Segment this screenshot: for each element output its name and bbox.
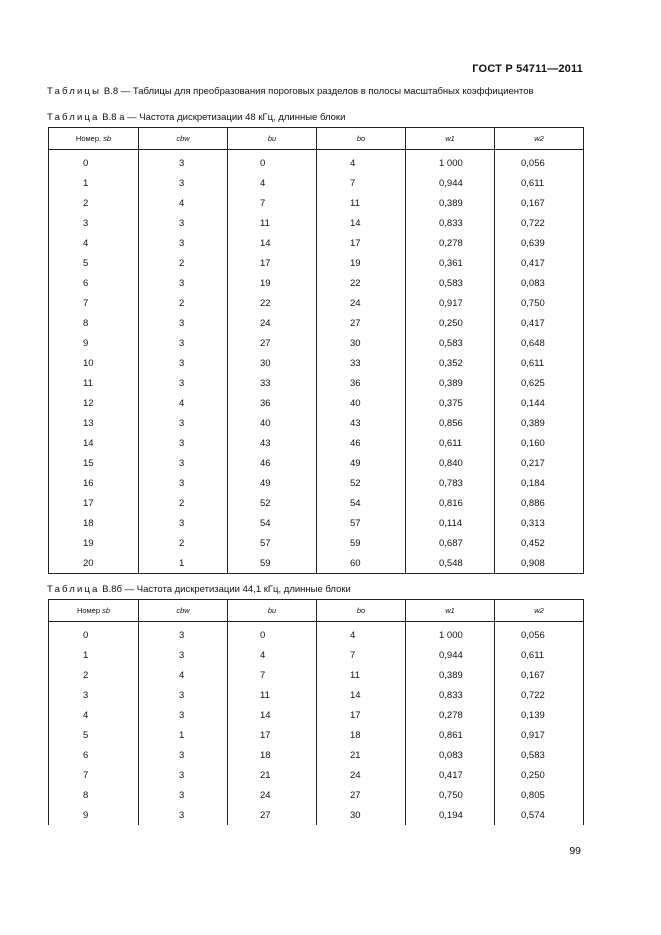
cell-w1: 0,583 [406,273,495,293]
table-row [49,193,584,213]
cell-cbw: 3 [139,273,228,293]
col-header-sb-word: Номер. [75,134,102,143]
table-row [49,745,584,765]
table-row [49,373,584,393]
table-b-caption [47,584,351,595]
table-row [49,665,584,685]
cell-w1: 0,389 [406,665,495,685]
cell-cbw: 3 [139,805,228,825]
cell-cbw: 3 [139,513,228,533]
cell-bu: 27 [228,805,317,825]
cell-w1: 0,278 [406,233,495,253]
table-row [49,473,584,493]
cell-w2: 0,722 [495,213,584,233]
cell-cbw: 2 [139,253,228,273]
col-header-w2 [495,600,584,622]
cell-w1: 0,816 [406,493,495,513]
cell-bo: 4 [317,622,406,646]
cell-sb: 14 [49,433,139,453]
table-b-caption-text: В.8б — Частота дискретизации 44,1 кГц, длинные блоки [102,584,351,595]
cell-bo: 49 [317,453,406,473]
cell-bo: 4 [317,150,406,174]
col-header-cbw [139,600,228,622]
cell-bu: 7 [228,665,317,685]
cell-w1: 1 000 [406,622,495,646]
cell-w1: 0,114 [406,513,495,533]
col-header-w2 [495,128,584,150]
cell-w2: 0,750 [495,293,584,313]
cell-cbw: 3 [139,765,228,785]
cell-bo: 24 [317,765,406,785]
cell-w1: 0,548 [406,553,495,574]
table-a-body [49,150,584,574]
cell-sb: 7 [49,293,139,313]
cell-bu: 19 [228,273,317,293]
cell-bu: 24 [228,785,317,805]
cell-bo: 46 [317,433,406,453]
cell-bo: 24 [317,293,406,313]
cell-w2: 0,083 [495,273,584,293]
cell-bu: 59 [228,553,317,574]
col-header-sb-var: sb [102,606,111,615]
col-header-bo [317,600,406,622]
table-row [49,150,584,174]
col-header-bu [228,600,317,622]
cell-w2: 0,313 [495,513,584,533]
cell-bu: 49 [228,473,317,493]
cell-w1: 0,278 [406,705,495,725]
cell-bu: 21 [228,765,317,785]
cell-w1: 0,417 [406,765,495,785]
cell-bu: 11 [228,213,317,233]
table-row [49,353,584,373]
cell-w2: 0,886 [495,493,584,513]
col-header-bu-label: bu [267,134,277,143]
table-row [49,313,584,333]
cell-sb: 9 [49,805,139,825]
cell-sb: 2 [49,193,139,213]
cell-sb: 5 [49,725,139,745]
cell-sb: 3 [49,685,139,705]
cell-w1: 0,250 [406,313,495,333]
cell-cbw: 1 [139,725,228,745]
cell-w1: 0,583 [406,333,495,353]
main-caption-prefix: Таблицы [47,86,102,97]
cell-w2: 0,611 [495,173,584,193]
cell-w1: 0,352 [406,353,495,373]
cell-bo: 27 [317,785,406,805]
cell-bo: 60 [317,553,406,574]
cell-w2: 0,144 [495,393,584,413]
cell-bo: 11 [317,665,406,685]
cell-cbw: 3 [139,473,228,493]
cell-sb: 8 [49,785,139,805]
cell-bo: 22 [317,273,406,293]
cell-w2: 0,417 [495,253,584,273]
cell-cbw: 1 [139,553,228,574]
col-header-w1 [406,128,495,150]
cell-bu: 40 [228,413,317,433]
col-header-w2-label: w2 [534,606,544,615]
table-b-body [49,622,584,826]
table-a-caption-text: В.8 а — Частота дискретизации 48 кГц, длинные блоки [102,112,346,123]
cell-bu: 11 [228,685,317,705]
cell-sb: 17 [49,493,139,513]
table-row [49,685,584,705]
cell-w2: 0,611 [495,645,584,665]
cell-bu: 0 [228,150,317,174]
cell-bu: 17 [228,253,317,273]
cell-bo: 11 [317,193,406,213]
main-caption [47,86,534,97]
table-row [49,393,584,413]
col-header-w1-label: w1 [445,606,455,615]
cell-cbw: 4 [139,193,228,213]
col-header-sb-var: sb [103,134,112,143]
table-row [49,645,584,665]
cell-sb: 5 [49,253,139,273]
cell-bu: 46 [228,453,317,473]
cell-sb: 20 [49,553,139,574]
cell-bo: 21 [317,745,406,765]
cell-cbw: 4 [139,393,228,413]
cell-cbw: 2 [139,533,228,553]
table-row [49,253,584,273]
cell-sb: 2 [49,665,139,685]
page-number: 99 [569,845,581,857]
cell-w1: 0,375 [406,393,495,413]
cell-cbw: 2 [139,493,228,513]
col-header-bo-label: bo [356,606,366,615]
cell-sb: 3 [49,213,139,233]
cell-sb: 7 [49,765,139,785]
cell-w1: 0,194 [406,805,495,825]
cell-w2: 0,452 [495,533,584,553]
cell-bu: 18 [228,745,317,765]
col-header-cbw-label: cbw [176,606,190,615]
cell-bu: 7 [228,193,317,213]
cell-sb: 8 [49,313,139,333]
cell-sb: 1 [49,645,139,665]
cell-cbw: 3 [139,213,228,233]
cell-sb: 4 [49,233,139,253]
cell-w1: 1 000 [406,150,495,174]
cell-w2: 0,389 [495,413,584,433]
cell-bo: 40 [317,393,406,413]
cell-w1: 0,389 [406,373,495,393]
cell-w1: 0,361 [406,253,495,273]
cell-w1: 0,944 [406,645,495,665]
cell-bu: 14 [228,705,317,725]
cell-cbw: 3 [139,233,228,253]
cell-bo: 43 [317,413,406,433]
cell-w2: 0,722 [495,685,584,705]
cell-w2: 0,908 [495,553,584,574]
cell-w2: 0,583 [495,745,584,765]
cell-w2: 0,056 [495,150,584,174]
table-row [49,213,584,233]
cell-bu: 24 [228,313,317,333]
cell-w2: 0,574 [495,805,584,825]
cell-bu: 30 [228,353,317,373]
table-row [49,493,584,513]
cell-sb: 1 [49,173,139,193]
cell-sb: 15 [49,453,139,473]
table-row [49,725,584,745]
cell-sb: 9 [49,333,139,353]
table-a [48,127,584,574]
main-caption-text: В.8 — Таблицы для преобразования пороговых разделов в полосы масштабных коэффициентов [103,86,534,97]
cell-bu: 52 [228,493,317,513]
cell-cbw: 3 [139,685,228,705]
col-header-sb [49,600,139,622]
table-a-caption-prefix: Таблица [47,112,100,123]
cell-sb: 18 [49,513,139,533]
cell-cbw: 3 [139,150,228,174]
cell-sb: 10 [49,353,139,373]
cell-w2: 0,217 [495,453,584,473]
cell-cbw: 3 [139,745,228,765]
table-row [49,553,584,574]
cell-bu: 27 [228,333,317,353]
table-row [49,233,584,253]
cell-sb: 4 [49,705,139,725]
cell-sb: 0 [49,150,139,174]
table-row [49,785,584,805]
table-row [49,433,584,453]
cell-cbw: 3 [139,333,228,353]
cell-w1: 0,083 [406,745,495,765]
cell-w2: 0,184 [495,473,584,493]
cell-w2: 0,625 [495,373,584,393]
cell-sb: 19 [49,533,139,553]
cell-w1: 0,856 [406,413,495,433]
table-row [49,533,584,553]
cell-bo: 7 [317,645,406,665]
cell-sb: 0 [49,622,139,646]
cell-w2: 0,160 [495,433,584,453]
cell-bo: 14 [317,685,406,705]
cell-bo: 57 [317,513,406,533]
table-b [48,599,584,825]
col-header-sb [49,128,139,150]
cell-bu: 17 [228,725,317,745]
cell-sb: 16 [49,473,139,493]
cell-cbw: 2 [139,293,228,313]
table-b-header-row [49,600,584,622]
cell-cbw: 3 [139,433,228,453]
col-header-bu-label: bu [267,606,277,615]
cell-bu: 0 [228,622,317,646]
cell-w1: 0,389 [406,193,495,213]
table-row [49,273,584,293]
cell-bu: 36 [228,393,317,413]
cell-cbw: 3 [139,413,228,433]
cell-bo: 27 [317,313,406,333]
cell-sb: 6 [49,745,139,765]
cell-bo: 30 [317,805,406,825]
table-row [49,805,584,825]
cell-sb: 12 [49,393,139,413]
cell-bu: 43 [228,433,317,453]
standard-code: ГОСТ Р 54711—2011 [472,63,583,75]
cell-bu: 14 [228,233,317,253]
cell-bo: 52 [317,473,406,493]
col-header-w1 [406,600,495,622]
col-header-w2-label: w2 [534,134,544,143]
table-a-header-row [49,128,584,150]
cell-w1: 0,861 [406,725,495,745]
cell-bo: 18 [317,725,406,745]
cell-cbw: 3 [139,173,228,193]
cell-bu: 57 [228,533,317,553]
cell-w2: 0,417 [495,313,584,333]
cell-cbw: 3 [139,622,228,646]
cell-bo: 17 [317,233,406,253]
cell-w1: 0,783 [406,473,495,493]
col-header-cbw-label: cbw [176,134,190,143]
cell-sb: 6 [49,273,139,293]
cell-w2: 0,250 [495,765,584,785]
table-row [49,413,584,433]
cell-cbw: 3 [139,313,228,333]
cell-bo: 54 [317,493,406,513]
cell-w2: 0,917 [495,725,584,745]
cell-cbw: 3 [139,785,228,805]
cell-w1: 0,840 [406,453,495,473]
table-row [49,705,584,725]
table-row [49,622,584,646]
cell-cbw: 3 [139,353,228,373]
table-row [49,513,584,533]
cell-cbw: 3 [139,453,228,473]
cell-w2: 0,611 [495,353,584,373]
col-header-cbw [139,128,228,150]
cell-w2: 0,056 [495,622,584,646]
cell-cbw: 3 [139,373,228,393]
cell-bu: 22 [228,293,317,313]
cell-cbw: 3 [139,705,228,725]
cell-w2: 0,648 [495,333,584,353]
cell-w1: 0,944 [406,173,495,193]
cell-bo: 7 [317,173,406,193]
col-header-sb-word: Номер [76,606,101,615]
cell-bo: 33 [317,353,406,373]
cell-bo: 59 [317,533,406,553]
col-header-bo-label: bo [356,134,366,143]
table-b-caption-prefix: Таблица [47,584,100,595]
cell-cbw: 4 [139,665,228,685]
cell-bu: 4 [228,173,317,193]
cell-bu: 33 [228,373,317,393]
cell-bo: 17 [317,705,406,725]
cell-w2: 0,805 [495,785,584,805]
table-row [49,333,584,353]
cell-w1: 0,687 [406,533,495,553]
cell-w2: 0,167 [495,193,584,213]
col-header-bo [317,128,406,150]
cell-sb: 11 [49,373,139,393]
cell-w2: 0,639 [495,233,584,253]
cell-w1: 0,833 [406,685,495,705]
table-row [49,293,584,313]
cell-w1: 0,611 [406,433,495,453]
cell-bu: 54 [228,513,317,533]
cell-bo: 14 [317,213,406,233]
col-header-w1-label: w1 [445,134,455,143]
cell-sb: 13 [49,413,139,433]
cell-cbw: 3 [139,645,228,665]
cell-bu: 4 [228,645,317,665]
cell-bo: 30 [317,333,406,353]
cell-w1: 0,750 [406,785,495,805]
table-row [49,765,584,785]
table-row [49,173,584,193]
cell-w1: 0,833 [406,213,495,233]
cell-w2: 0,167 [495,665,584,685]
table-a-caption [47,112,345,123]
cell-w2: 0,139 [495,705,584,725]
cell-w1: 0,917 [406,293,495,313]
col-header-bu [228,128,317,150]
cell-bo: 36 [317,373,406,393]
cell-bo: 19 [317,253,406,273]
table-row [49,453,584,473]
